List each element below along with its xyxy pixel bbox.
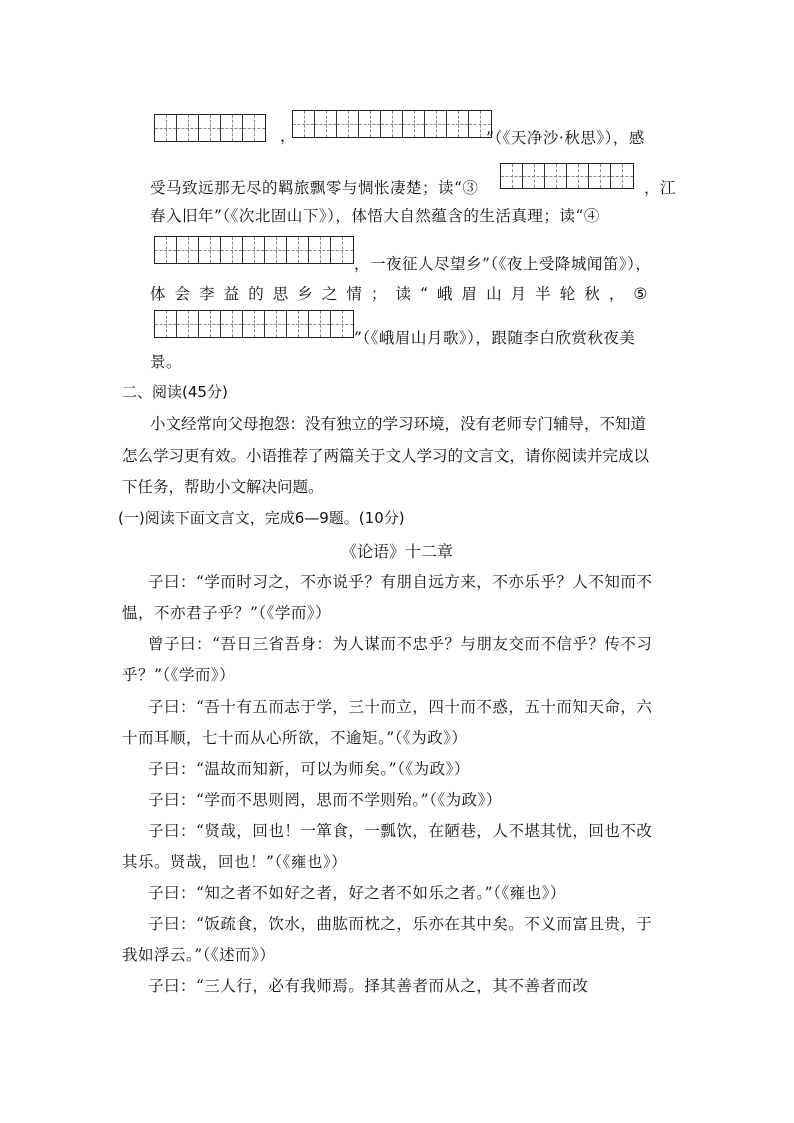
article-line: 愠，不亦君子乎？”（《学而》） xyxy=(122,604,332,622)
article-line: 子曰：“贤哉，回也！一箪食，一瓢饮，在陋巷，人不堪其忧，回也不改 xyxy=(148,822,653,840)
article-line: 我如浮云。”（《述而》） xyxy=(122,946,276,964)
fill-line-2-a: 受马致远那无尽的羁旅飘零与惆怅凄楚；读“③ xyxy=(150,179,479,197)
answer-grid-1[interactable] xyxy=(154,114,266,142)
article-line: 子曰：“学而时习之，不亦说乎？有朋自远方来，不亦乐乎？人不知而不 xyxy=(148,573,653,591)
answer-grid-5[interactable] xyxy=(154,310,354,338)
article-line: 乎？”（《学而》） xyxy=(122,666,236,684)
fill-line-4: ，一夜征人尽望乡”（《夜上受降城闻笛》）， xyxy=(354,255,652,273)
fill-line-5: 体 会 李 益 的 思 乡 之 情 ； 读 “ 峨 眉 山 月 半 轮 秋 ， ⑤ xyxy=(150,285,648,303)
article-line: 子曰：“知之者不如好之者，好之者不如乐之者。”（《雍也》） xyxy=(148,884,566,902)
intro-line-3: 下任务，帮助小文解决问题。 xyxy=(122,478,324,496)
fill-line-2-b: ，江 xyxy=(644,179,677,197)
article-title: 《论语》十二章 xyxy=(340,542,453,561)
fill-line-6: ”（《峨眉山月歌》），跟随李白欣赏秋夜美 xyxy=(354,329,636,347)
article-line: 十而耳顺，七十而从心所欲，不逾矩。”（《为政》） xyxy=(122,729,468,747)
article-line: 子曰：“温故而知新，可以为师矣。”（《为政》） xyxy=(148,760,470,778)
fill-line-1-tail: ”（《天净沙·秋思》），感 xyxy=(486,129,645,147)
fill-line-7: 景。 xyxy=(150,353,183,371)
article-line: 子曰：“学而不思则罔，思而不学则殆。”（《为政》） xyxy=(148,791,502,809)
answer-grid-2[interactable] xyxy=(292,110,492,138)
intro-line-1: 小文经常向父母抱怨：没有独立的学习环境，没有老师专门辅导，不知道 xyxy=(150,415,647,433)
article-line: 子曰：“饭疏食，饮水，曲肱而枕之，乐亦在其中矣。不义而富且贵，于 xyxy=(148,915,653,933)
answer-grid-4[interactable] xyxy=(154,236,354,264)
article-line: 其乐。贤哉，回也！”（《雍也》） xyxy=(122,853,348,871)
article-line: 子曰：“三人行，必有我师焉。择其善者而从之，其不善者而改 xyxy=(148,977,589,995)
article-line: 曾子曰：“吾日三省吾身：为人谋而不忠乎？与朋友交而不信乎？传不习 xyxy=(148,635,653,653)
fill-line-3: 春入旧年”（《次北固山下》），体悟大自然蕴含的生活真理；读“④ xyxy=(150,207,600,225)
article-line: 子曰：“吾十有五而志于学，三十而立，四十而不惑，五十而知天命，六 xyxy=(148,698,653,716)
intro-line-2: 怎么学习更有效。小语推荐了两篇关于文人学习的文言文，请你阅读并完成以 xyxy=(122,447,650,465)
answer-grid-3[interactable] xyxy=(500,163,634,189)
section-heading: 二、阅读(45分) xyxy=(122,383,228,401)
comma-separator: ， xyxy=(280,127,297,145)
sub-question-heading: (一)阅读下面文言文，完成6—9题。(10分) xyxy=(118,509,405,527)
